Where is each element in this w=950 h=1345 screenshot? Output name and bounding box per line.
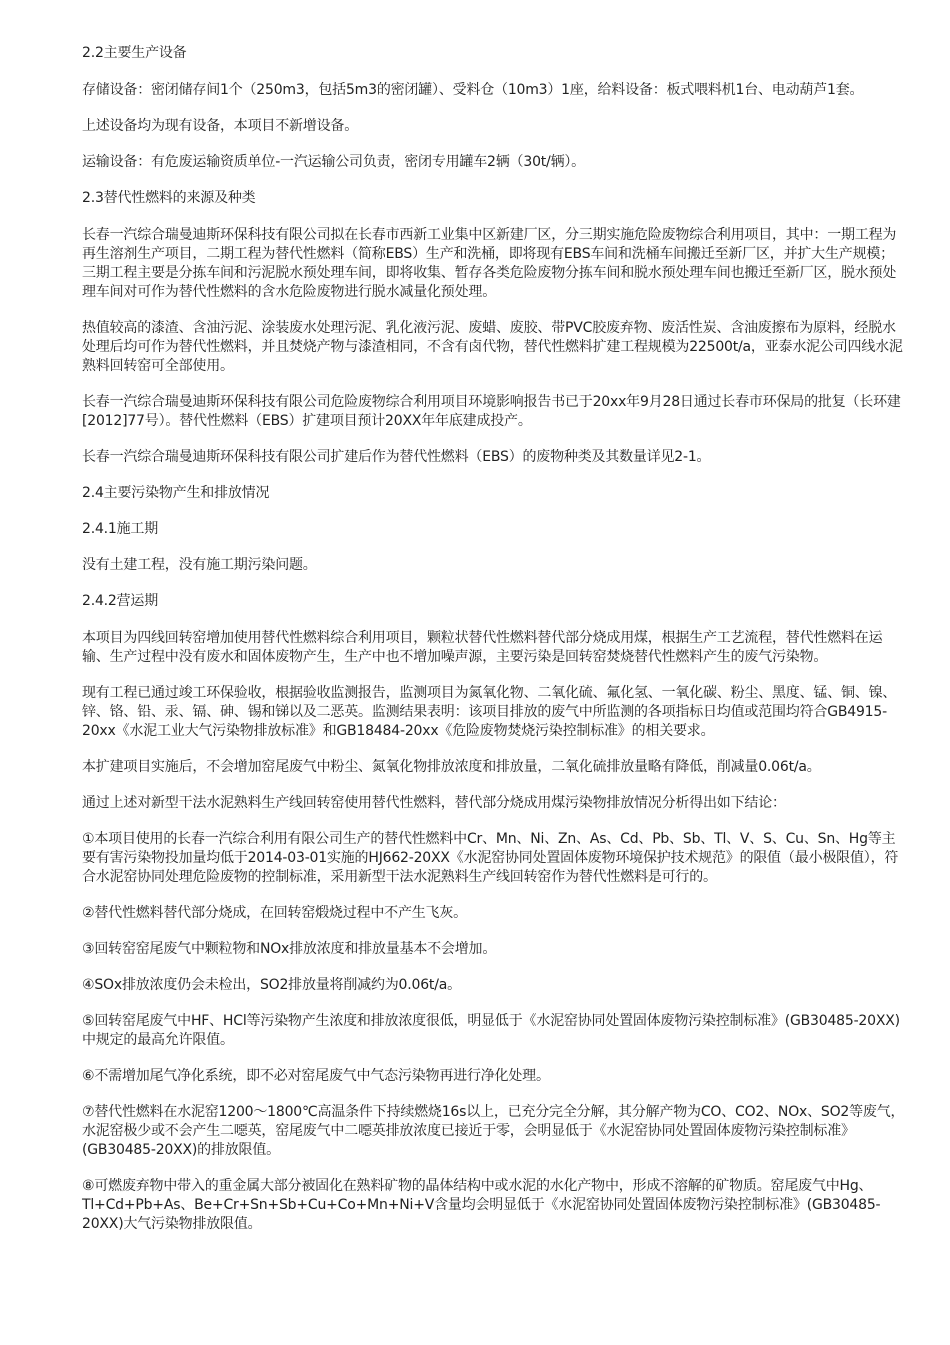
conclusion-item-3: ③回转窑窑尾废气中颗粒物和NOx排放浓度和排放量基本不会增加。 xyxy=(82,941,497,957)
paragraph-construction-period: 没有土建工程，没有施工期污染问题。 xyxy=(82,557,317,573)
conclusion-item-8: ⑧可燃废弃物中带入的重金属大部分被固化在熟料矿物的晶体结构中或水泥的水化产物中，形成不溶解的矿物质。窑尾废气中Hg、Tl+Cd+Pb+As、Be+Cr+Sn+Sb+Cu+Co+Mn+Ni+V含量均会明显低于《水泥窑协同处置固体废物污染控制标准》(GB30485-20XX)大气污染物排放限值。 xyxy=(82,1178,881,1232)
paragraph-approval: 长春一汽综合瑞曼迪斯环保科技有限公司危险废物综合利用项目环境影响报告书已于20xx年9月28日通过长春市环保局的批复（长环建[2012]77号）。替代性燃料（EBS）扩建项目预计20XX年年底建成投产。 xyxy=(82,394,901,429)
conclusion-item-7: ⑦替代性燃料在水泥窑1200～1800℃高温条件下持续燃烧16s以上，已充分完全分解，其分解产物为CO、CO2、NOx、SO2等废气，水泥窑极少或不会产生二噁英，窑尾废气中二噁英排放浓度已接近于零，会明显低于《水泥窑协同处置固体废物污染控制标准》(GB30485-20XX)的排放限值。 xyxy=(82,1104,905,1158)
conclusion-item-2: ②替代性燃料替代部分烧成，在回转窑煅烧过程中不产生飞灰。 xyxy=(82,905,467,921)
paragraph-fuel-materials: 热值较高的漆渣、含油污泥、涂装废水处理污泥、乳化液污泥、废蜡、废胶、带PVC胶废弃物、废活性炭、含油废擦布为原料，经脱水处理后均可作为替代性燃料，并且焚烧产物与漆渣相同，不含有卤代物，替代性燃料扩建工程规模为22500t/a，亚泰水泥公司四线水泥熟料回转窑可全部使用。 xyxy=(82,320,903,374)
paragraph-storage-equipment: 存储设备：密闭储存间1个（250m3，包括5m3的密闭罐）、受料仓（10m3）1座，给料设备：板式喂料机1台、电动葫芦1套。 xyxy=(82,82,864,98)
paragraph-waste-types: 长春一汽综合瑞曼迪斯环保科技有限公司扩建后作为替代性燃料（EBS）的废物种类及其数量详见2-1。 xyxy=(82,449,711,465)
section-heading-2-4-1: 2.4.1施工期 xyxy=(82,521,159,537)
section-heading-2-3: 2.3替代性燃料的来源及种类 xyxy=(82,190,256,206)
conclusion-item-5: ⑤回转窑尾废气中HF、HCl等污染物产生浓度和排放浓度很低，明显低于《水泥窑协同处置固体废物污染控制标准》(GB30485-20XX)中规定的最高允许限值。 xyxy=(82,1013,900,1048)
paragraph-monitoring: 现有工程已通过竣工环保验收，根据验收监测报告，监测项目为氮氧化物、二氧化硫、氟化氢、一氧化碳、粉尘、黑度、锰、铜、镍、锌、铬、铅、汞、镉、砷、锡和锑以及二恶英。监测结果表明：该项目排放的废气中所监测的各项指标日均值或范围均符合GB4915-20xx《水泥工业大气污染物排放标准》和GB18484-20xx《危险废物焚烧污染控制标准》的相关要求。 xyxy=(82,685,897,739)
conclusion-item-6: ⑥不需增加尾气净化系统，即不必对窑尾废气中气态污染物再进行净化处理。 xyxy=(82,1068,550,1084)
conclusion-item-1: ①本项目使用的长春一汽综合利用有限公司生产的替代性燃料中Cr、Mn、Ni、Zn、As、Cd、Pb、Sb、Tl、V、S、Cu、Sn、Hg等主要有害污染物投加量均低于2014-03-01实施的HJ662-20XX《水泥窑协同处置固体废物环境保护技术规范》的限值（最小极限值），符合水泥窑协同处理危险废物的控制标准，采用新型干法水泥熟料生产线回转窑作为替代性燃料是可行的。 xyxy=(82,831,899,885)
conclusion-item-4: ④SOx排放浓度仍会未检出，SO2排放量将削减约为0.06t/a。 xyxy=(82,977,461,993)
section-heading-2-4-2: 2.4.2营运期 xyxy=(82,593,159,609)
paragraph-transport-equipment: 运输设备：有危废运输资质单位-一汽运输公司负责，密闭专用罐车2辆（30t/辆）。 xyxy=(82,154,585,170)
section-heading-2-4: 2.4主要污染物产生和排放情况 xyxy=(82,485,270,501)
section-heading-2-2: 2.2主要生产设备 xyxy=(82,45,187,61)
paragraph-expansion-effect: 本扩建项目实施后，不会增加窑尾废气中粉尘、氮氧化物排放浓度和排放量，二氧化硫排放量略有降低，削减量0.06t/a。 xyxy=(82,759,821,775)
paragraph-existing-equipment: 上述设备均为现有设备，本项目不新增设备。 xyxy=(82,118,358,134)
paragraph-project-overview: 长春一汽综合瑞曼迪斯环保科技有限公司拟在长春市西新工业集中区新建厂区，分三期实施危险废物综合利用项目，其中：一期工程为再生溶剂生产项目，二期工程为替代性燃料（简称EBS）生产和洗桶，即将现有EBS车间和洗桶车间搬迁至新厂区，并扩大生产规模；三期工程主要是分拣车间和污泥脱水预处理车间，即将收集、暂存各类危险废物分拣车间和脱水预处理车间也搬迁至新厂区，脱水预处理车间对可作为替代性燃料的含水危险废物进行脱水减量化预处理。 xyxy=(82,227,897,300)
paragraph-conclusion-intro: 通过上述对新型干法水泥熟料生产线回转窑使用替代性燃料，替代部分烧成用煤污染物排放情况分析得出如下结论： xyxy=(82,795,786,811)
paragraph-operation-overview: 本项目为四线回转窑增加使用替代性燃料综合利用项目，颗粒状替代性燃料替代部分烧成用煤，根据生产工艺流程，替代性燃料在运输、生产过程中没有废水和固体废物产生，生产中也不增加噪声源，主要污染是回转窑焚烧替代性燃料产生的废气污染物。 xyxy=(82,630,883,665)
